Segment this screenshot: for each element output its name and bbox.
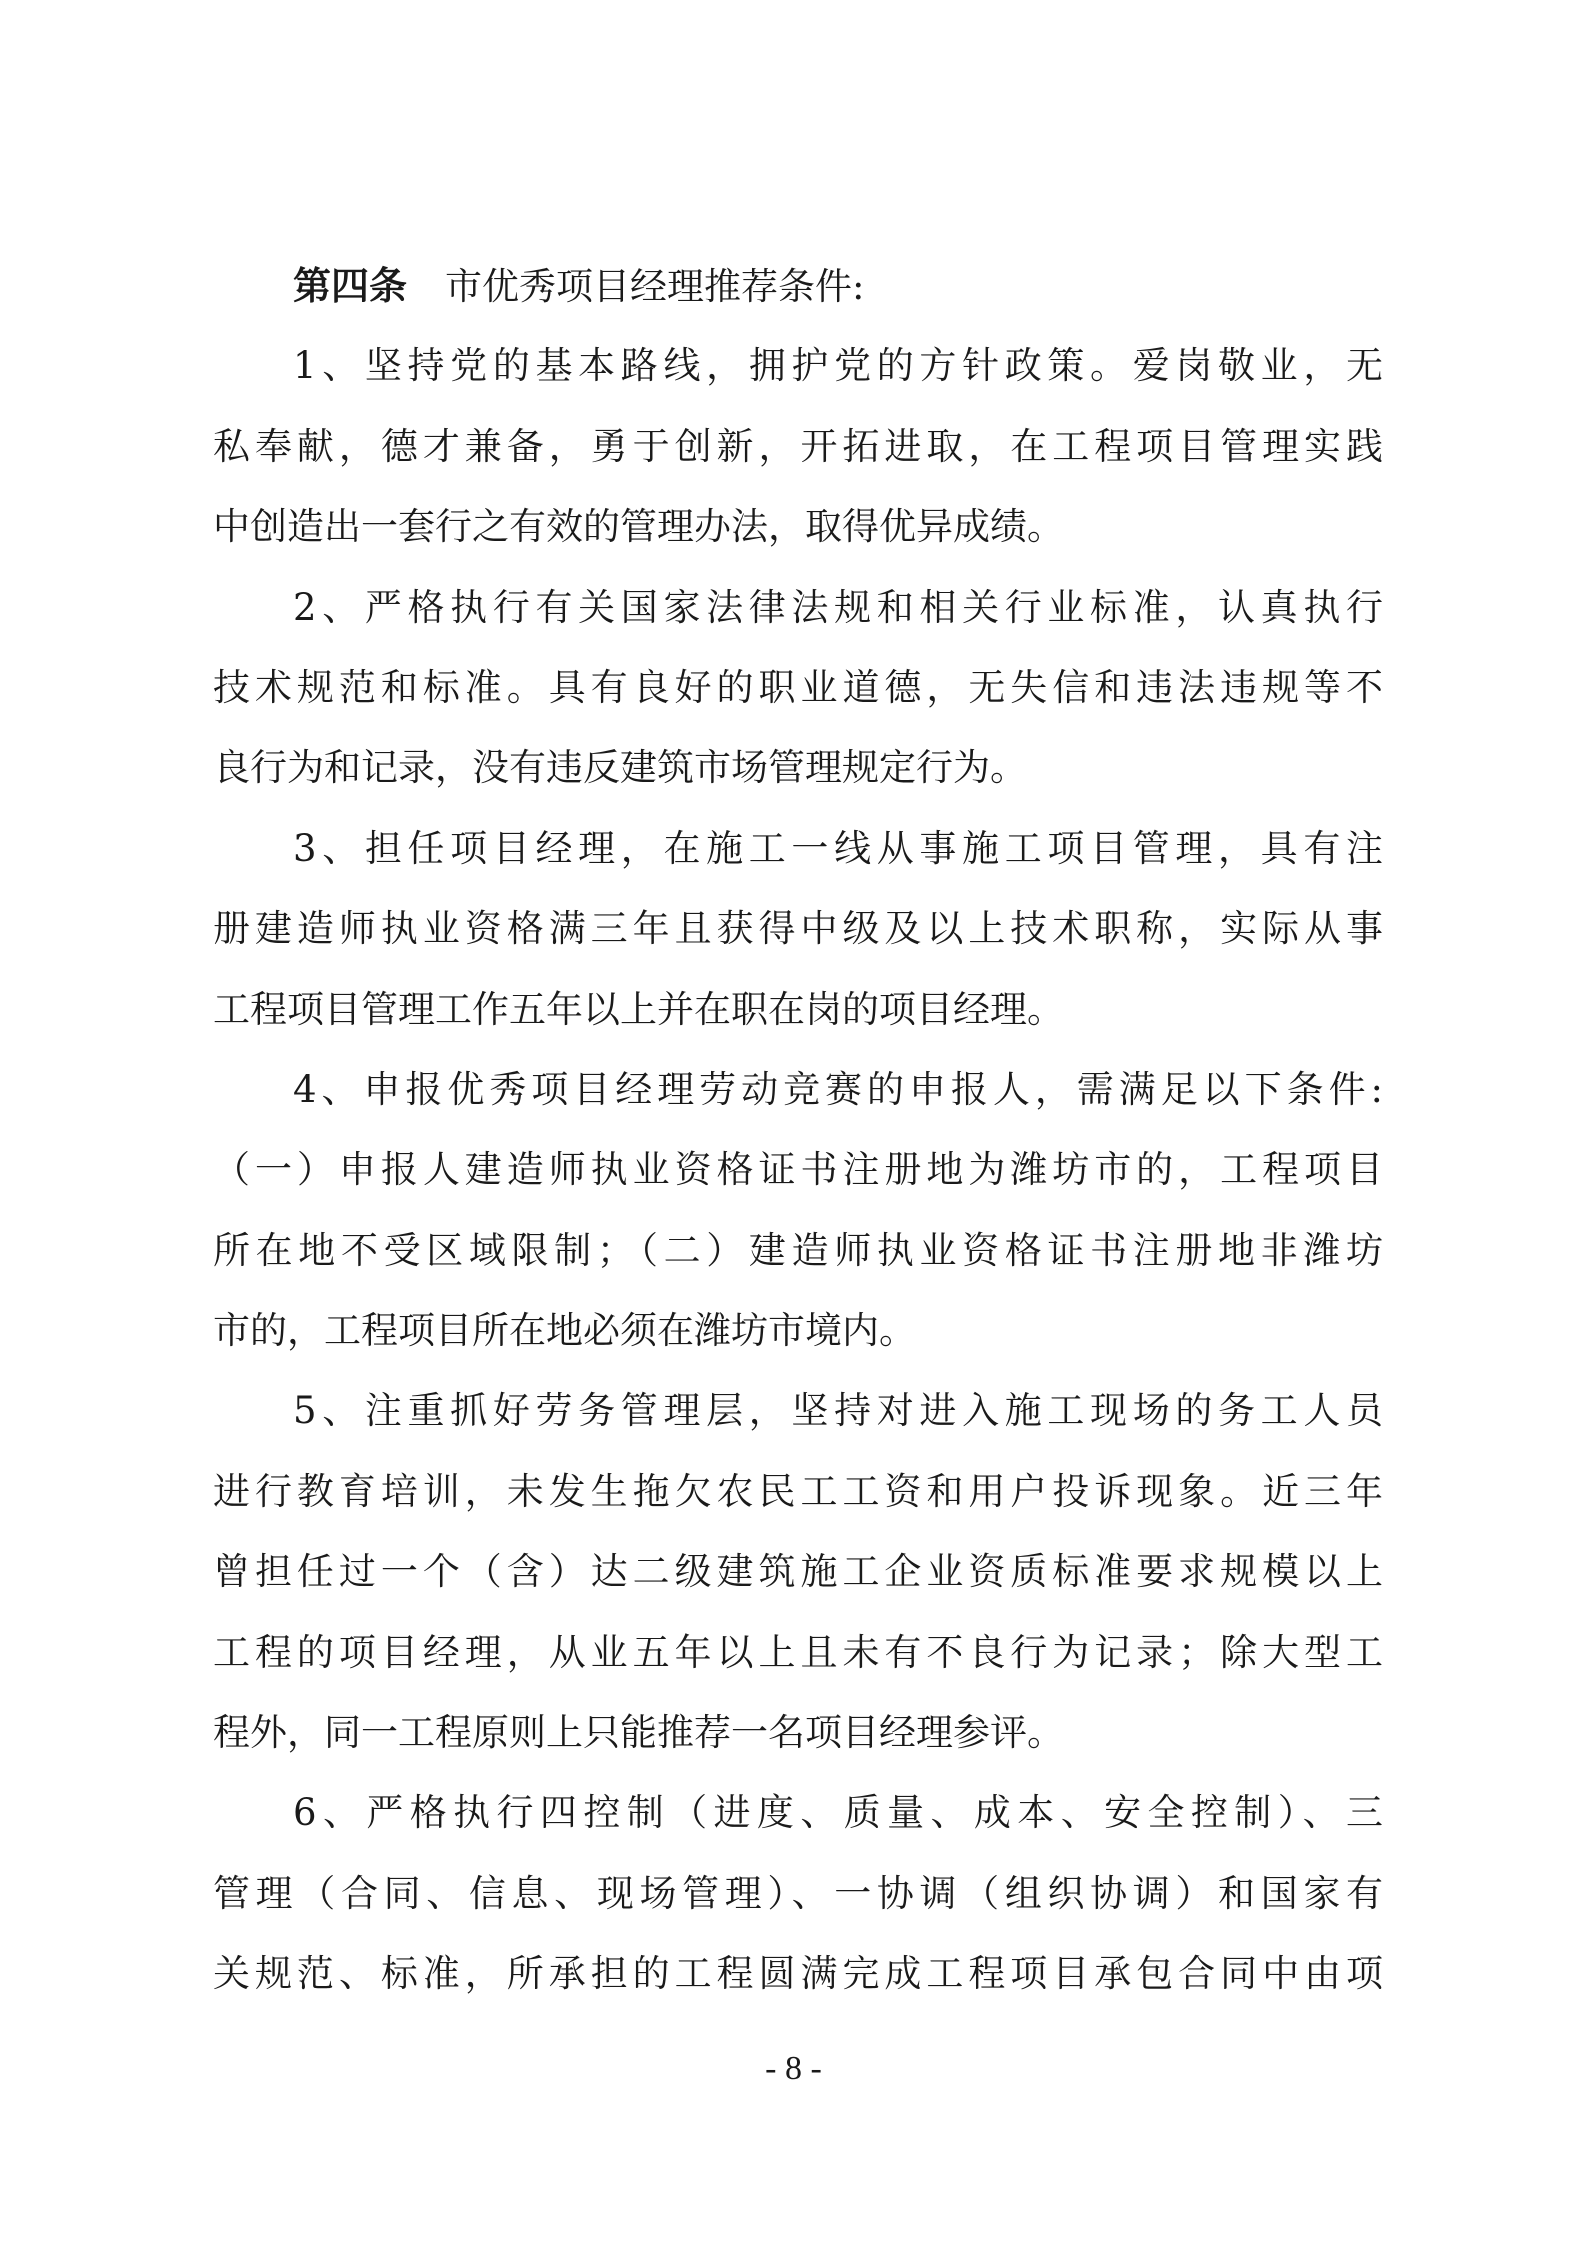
paragraph-line: 2、严格执行有关国家法律法规和相关行业标准，认真执行 <box>293 585 1383 629</box>
paragraph-5 <box>213 1371 1383 1773</box>
paragraph-line: 5、注重抓好劳务管理层，坚持对进入施工现场的务工人员 <box>293 1389 1383 1433</box>
document-body <box>213 246 1383 2015</box>
paragraph-line: 3、担任项目经理，在施工一线从事施工项目管理，具有注 <box>293 826 1383 870</box>
paragraph-line: 关规范、标准，所承担的工程圆满完成工程项目承包合同中由项 <box>213 1952 1383 1996</box>
paragraph-line: 技术规范和标准。具有良好的职业道德，无失信和违法违规等不 <box>213 665 1383 709</box>
paragraph-line: 工程的项目经理，从业五年以上且未有不良行为记录；除大型工 <box>213 1630 1383 1674</box>
article-heading-line <box>213 246 1383 326</box>
paragraph-line: 曾担任过一个（含）达二级建筑施工企业资质标准要求规模以上 <box>213 1550 1383 1594</box>
paragraph-line: 市的，工程项目所在地必须在潍坊市境内。 <box>213 1309 916 1353</box>
paragraph-4 <box>213 1050 1383 1372</box>
paragraph-line: 程外，同一工程原则上只能推荐一名项目经理参评。 <box>213 1711 1064 1755</box>
paragraph-line: 进行教育培训，未发生拖欠农民工工资和用户投诉现象。近三年 <box>213 1469 1383 1513</box>
paragraph-line: 1、坚持党的基本路线，拥护党的方针政策。爱岗敬业，无 <box>293 344 1383 388</box>
paragraph-line: （一）申报人建造师执业资格证书注册地为潍坊市的，工程项目 <box>213 1148 1383 1192</box>
paragraph-3 <box>213 809 1383 1050</box>
paragraph-line: 管理（合同、信息、现场管理）、一协调（组织协调）和国家有 <box>213 1871 1383 1915</box>
paragraph-6 <box>213 1773 1383 2014</box>
article-title: 市优秀项目经理推荐条件: <box>445 265 865 308</box>
paragraph-line: 良行为和记录，没有违反建筑市场管理规定行为。 <box>213 746 1027 790</box>
paragraph-line: 4、申报优秀项目经理劳动竞赛的申报人，需满足以下条件: <box>293 1067 1383 1111</box>
paragraph-line: 中创造出一套行之有效的管理办法，取得优异成绩。 <box>213 505 1064 549</box>
article-heading <box>213 246 1383 326</box>
paragraph-line: 册建造师执业资格满三年且获得中级及以上技术职称，实际从事 <box>213 907 1383 951</box>
paragraph-2 <box>213 568 1383 809</box>
paragraph-line: 私奉献，德才兼备，勇于创新，开拓进取，在工程项目管理实践 <box>213 424 1383 468</box>
page-number: - 8 - <box>765 2050 822 2087</box>
paragraph-1 <box>213 326 1383 567</box>
article-label: 第四条 <box>293 264 408 308</box>
paragraph-line: 工程项目管理工作五年以上并在职在岗的项目经理。 <box>213 987 1064 1031</box>
paragraph-line: 所在地不受区域限制；（二）建造师执业资格证书注册地非潍坊 <box>213 1228 1383 1272</box>
paragraph-line: 6、严格执行四控制（进度、质量、成本、安全控制）、三 <box>293 1791 1383 1835</box>
